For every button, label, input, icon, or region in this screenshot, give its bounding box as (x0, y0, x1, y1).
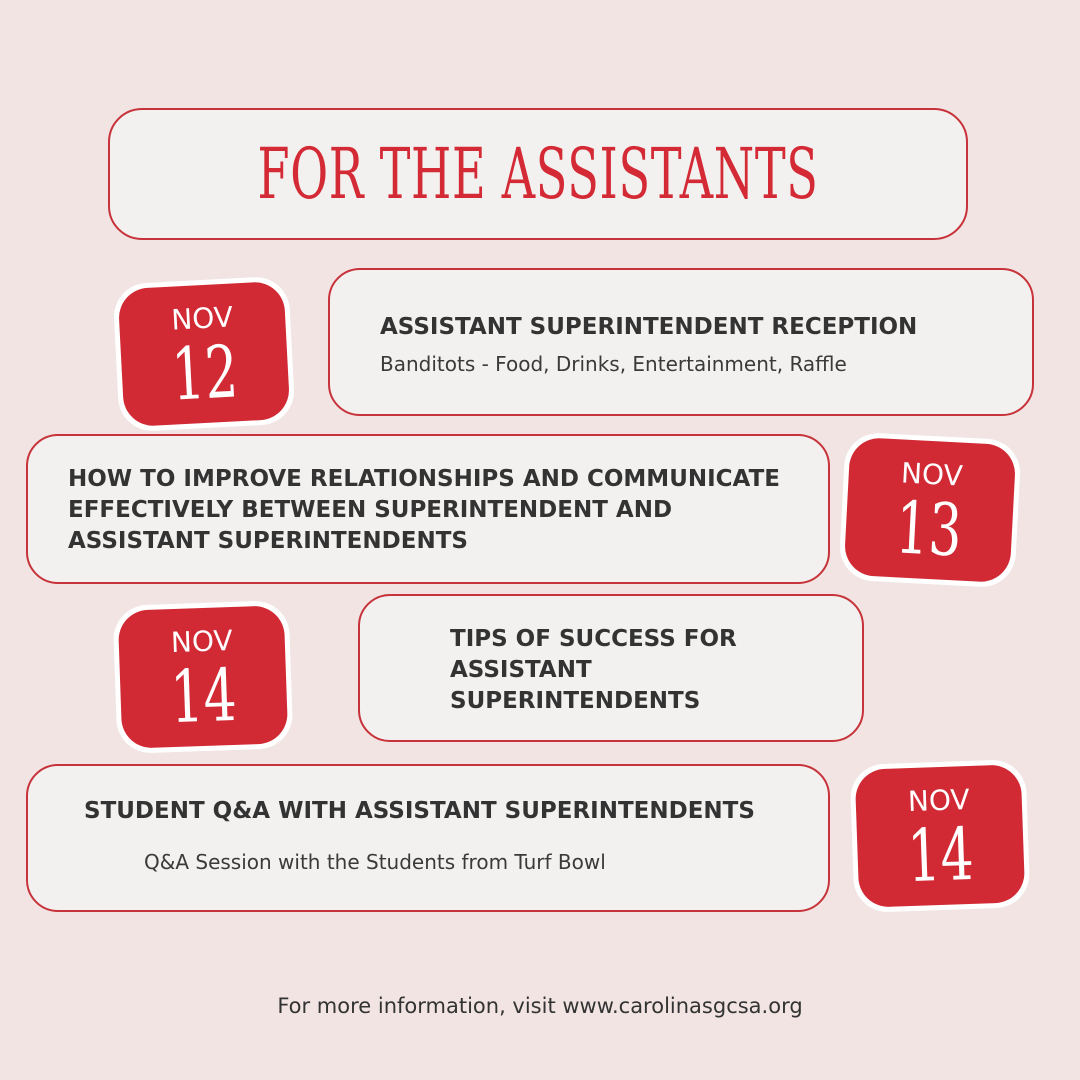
event-title-line-1: TIPS OF SUCCESS FOR (450, 626, 737, 652)
date-badge-nov-12 (112, 275, 296, 432)
event-card-relationships (26, 434, 830, 584)
badge-month: NOV (170, 623, 234, 660)
date-badge-nov-14-a (112, 600, 293, 754)
event-card-reception (328, 268, 1034, 416)
event-title-line-1: HOW TO IMPROVE RELATIONSHIPS AND COMMUNICATE (68, 466, 780, 492)
event-card-student-qa (26, 764, 830, 912)
badge-day: 12 (169, 329, 241, 417)
event-description: Banditots - Food, Drinks, Entertainment, Raffle (380, 352, 847, 376)
event-title-line-3: SUPERINTENDENTS (450, 688, 701, 714)
event-title-line-2: EFFECTIVELY BETWEEN SUPERINTENDENT AND (68, 497, 673, 523)
badge-day: 14 (906, 811, 976, 899)
date-badge-nov-13 (838, 431, 1022, 588)
date-badge-nov-14-b (849, 759, 1030, 913)
event-title-line-2: ASSISTANT (450, 657, 592, 683)
event-card-tips (358, 594, 864, 742)
date-badge-inner (844, 437, 1017, 583)
badge-month: NOV (170, 300, 234, 337)
event-title-line-3: ASSISTANT SUPERINTENDENTS (68, 528, 468, 554)
badge-day: 13 (893, 485, 965, 573)
badge-month: NOV (907, 782, 971, 819)
event-title: ASSISTANT SUPERINTENDENT RECEPTION (380, 314, 918, 340)
date-badge-inner (118, 605, 289, 749)
event-title: STUDENT Q&A WITH ASSISTANT SUPERINTENDENTS (84, 798, 755, 824)
event-description: Q&A Session with the Students from Turf Bowl (144, 850, 606, 874)
title-banner (108, 108, 968, 240)
date-badge-inner (118, 281, 291, 427)
badge-month: NOV (900, 456, 964, 493)
page-title: FOR THE ASSISTANTS (257, 133, 819, 215)
date-badge-inner (855, 764, 1026, 908)
badge-day: 14 (169, 652, 239, 740)
footer-info: For more information, visit www.carolinasgcsa.org (277, 994, 803, 1018)
